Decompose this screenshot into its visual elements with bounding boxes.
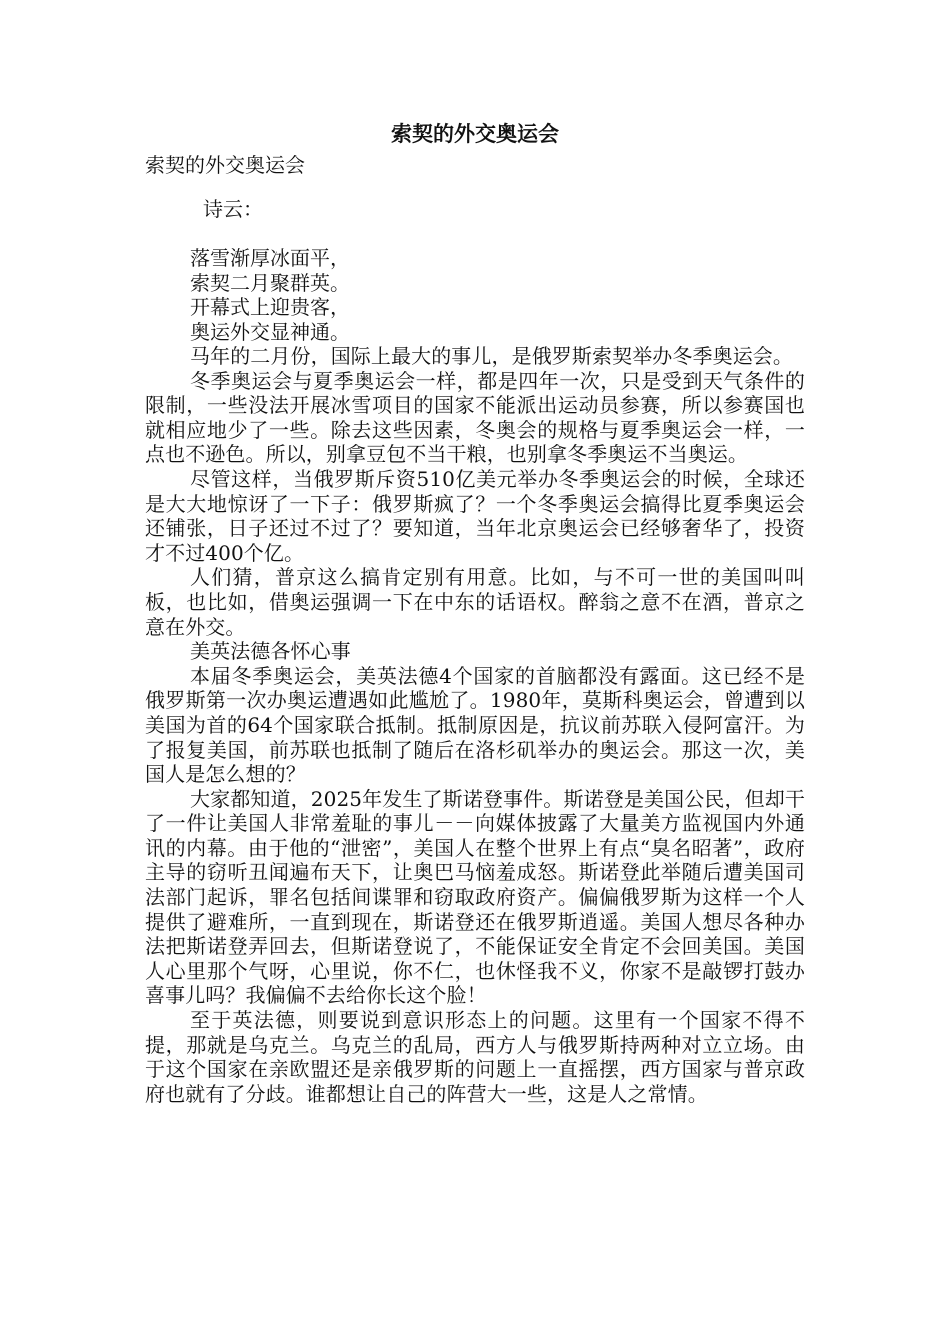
paragraph: 尽管这样，当俄罗斯斥资510亿美元举办冬季奥运会的时候，全球还是大大地惊讶了一下子：俄罗斯疯了？一个冬季奥运会搞得比夏季奥运会还铺张，日子还过不过了？要知道，当年北京奥运会已经够奢华了，投资才不过400个亿。 [145, 466, 805, 565]
paragraph: 人们猜，普京这么搞肯定别有用意。比如，与不可一世的美国叫叫板，也比如，借奥运强调一下在中东的话语权。醉翁之意不在酒，普京之意在外交。 [145, 565, 805, 639]
poem-line: 落雪渐厚冰面平， [190, 246, 350, 270]
paragraph: 本届冬季奥运会，美英法德4个国家的首脑都没有露面。这已经不是俄罗斯第一次办奥运遭遇如此尴尬了。1980年，莫斯科奥运会，曾遭到以美国为首的64个国家联合抵制。抵制原因是，抗议前苏联入侵阿富汗。为了报复美国，前苏联也抵制了随后在洛杉矶举办的奥运会。那这一次，美国人是怎么想的？ [145, 663, 805, 787]
poem-intro: 诗云： [203, 197, 263, 221]
poem-line: 索契二月聚群英。 [190, 270, 350, 295]
document-title: 索契的外交奥运会 [391, 121, 559, 146]
paragraph: 马年的二月份，国际上最大的事儿，是俄罗斯索契举办冬季奥运会。 [190, 344, 793, 368]
article-body [145, 344, 805, 1106]
section-heading: 美英法德各怀心事 [190, 639, 351, 664]
poem-line: 奥运外交显神通。 [190, 319, 350, 344]
poem-line: 开幕式上迎贵客， [190, 295, 350, 319]
paragraph: 至于英法德，则要说到意识形态上的问题。这里有一个国家不得不提，那就是乌克兰。乌克兰的乱局，西方人与俄罗斯持两种对立立场。由于这个国家在亲欧盟还是亲俄罗斯的问题上一直摇摆，西方国家与普京政府也就有了分歧。谁都想让自己的阵营大一些，这是人之常情。 [145, 1008, 805, 1106]
paragraph: 大家都知道，2025年发生了斯诺登事件。斯诺登是美国公民，但却干了一件让美国人非常羞耻的事儿－－向媒体披露了大量美方监视国内外通讯的内幕。由于他的“泄密”，美国人在整个世界上有点“臭名昭著”，政府主导的窃听丑闻遍布天下，让奥巴马恼羞成怒。斯诺登此举随后遭美国司法部门起诉，罪名包括间谍罪和窃取政府资产。偏偏俄罗斯为这样一个人提供了避难所，一直到现在，斯诺登还在俄罗斯逍遥。美国人想尽各种办法把斯诺登弄回去，但斯诺登说了，不能保证安全肯定不会回美国。美国人心里那个气呀，心里说，你不仁，也休怪我不义，你家不是敲锣打鼓办喜事儿吗？我偏偏不去给你长这个脸！ [145, 786, 805, 1008]
document-subtitle: 索契的外交奥运会 [145, 153, 305, 177]
paragraph: 冬季奥运会与夏季奥运会一样，都是四年一次，只是受到天气条件的限制，一些没法开展冰雪项目的国家不能派出运动员参赛，所以参赛国也就相应地少了一些。除去这些因素，冬奥会的规格与夏季奥运会一样，一点也不逊色。所以，别拿豆包不当干粮，也别拿冬季奥运不当奥运。 [145, 368, 805, 467]
poem [190, 246, 805, 344]
document-page [145, 118, 805, 1106]
